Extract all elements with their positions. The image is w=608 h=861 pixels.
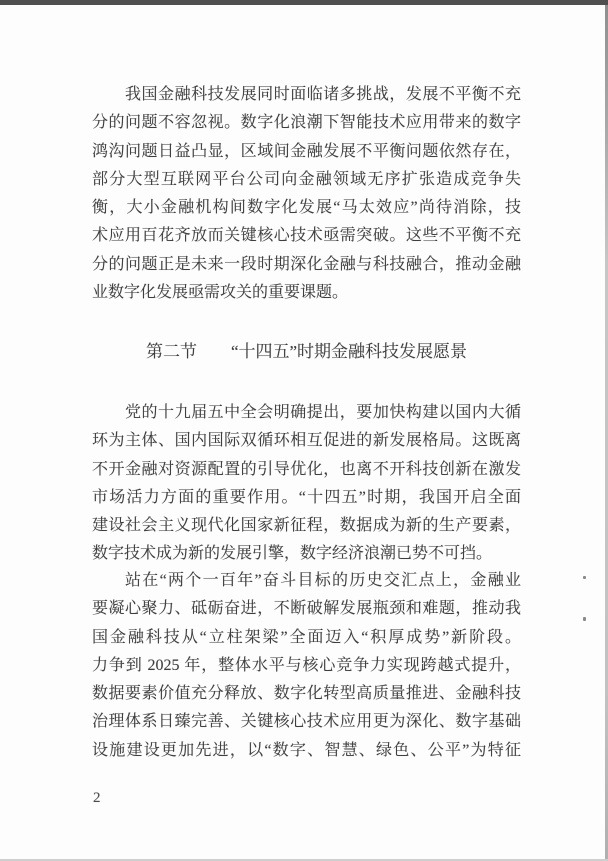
text-line: 分的问题不容忽视。数字化浪潮下智能技术应用带来的数字 <box>92 114 521 132</box>
text-line: 建设社会主义现代化国家新征程，数据成为新的生产要素， <box>92 517 521 535</box>
text-line: 部分大型互联网平台公司向金融领域无序扩张造成竞争失 <box>92 170 521 188</box>
paragraph-challenges <box>92 81 521 307</box>
text-line: 数据要素价值充分释放、数字化转型高质量推进、金融科技 <box>92 685 521 703</box>
text-line: 党的十九届五中全会明确提出，要加快构建以国内大循 <box>125 404 521 421</box>
text-line: 我国金融科技发展同时面临诸多挑战，发展不平衡不充 <box>125 86 521 103</box>
scan-artifact-dot <box>583 576 586 579</box>
text-line: 术应用百花齐放而关键核心技术亟需突破。这些不平衡不充 <box>92 227 521 245</box>
text-line: 鸿沟问题日益凸显，区域间金融发展不平衡问题依然存在， <box>92 142 521 160</box>
text-line: 不开金融对资源配置的引导优化，也离不开科技创新在激发 <box>92 460 521 478</box>
scan-artifact-dot <box>583 617 586 621</box>
section-title: “十四五”时期金融科技发展愿景 <box>230 342 468 361</box>
text-line: 力争到 2025 年，整体水平与核心竞争力实现跨越式提升， <box>92 656 521 674</box>
text-line: 衡，大小金融机构间数字化发展“马太效应”尚待消除，技 <box>92 199 521 217</box>
paragraph-goals-2025 <box>92 567 521 765</box>
section-number-label: 第二节 <box>145 342 197 361</box>
text-line: 分的问题正是未来一段时期深化金融与科技融合，推动金融 <box>92 255 521 273</box>
text-line: 设施建设更加先进，以“数字、智慧、绿色、公平”为特征 <box>92 741 521 759</box>
text-line: 要凝心聚力、砥砺奋进，不断破解发展瓶颈和难题，推动我 <box>92 600 521 618</box>
page-number: 2 <box>93 790 101 806</box>
text-line: 治理体系日臻完善、关键核心技术应用更为深化、数字基础 <box>92 713 521 731</box>
text-line: 数字技术成为新的发展引擎，数字经济浪潮已势不可挡。 <box>92 545 493 563</box>
text-line: 国金融科技从“立柱架梁”全面迈入“积厚成势”新阶段。 <box>92 628 521 646</box>
text-line: 业数字化发展亟需攻关的重要课题。 <box>92 284 349 302</box>
text-line: 环为主体、国内国际双循环相互促进的新发展格局。这既离 <box>92 432 521 450</box>
text-line: 站在“两个一百年”奋斗目标的历史交汇点上，金融业 <box>125 572 521 589</box>
text-line: 市场活力方面的重要作用。“十四五”时期，我国开启全面 <box>92 488 521 506</box>
paragraph-vision-intro <box>92 399 521 569</box>
section-heading <box>92 338 521 366</box>
scan-top-edge <box>0 0 608 5</box>
